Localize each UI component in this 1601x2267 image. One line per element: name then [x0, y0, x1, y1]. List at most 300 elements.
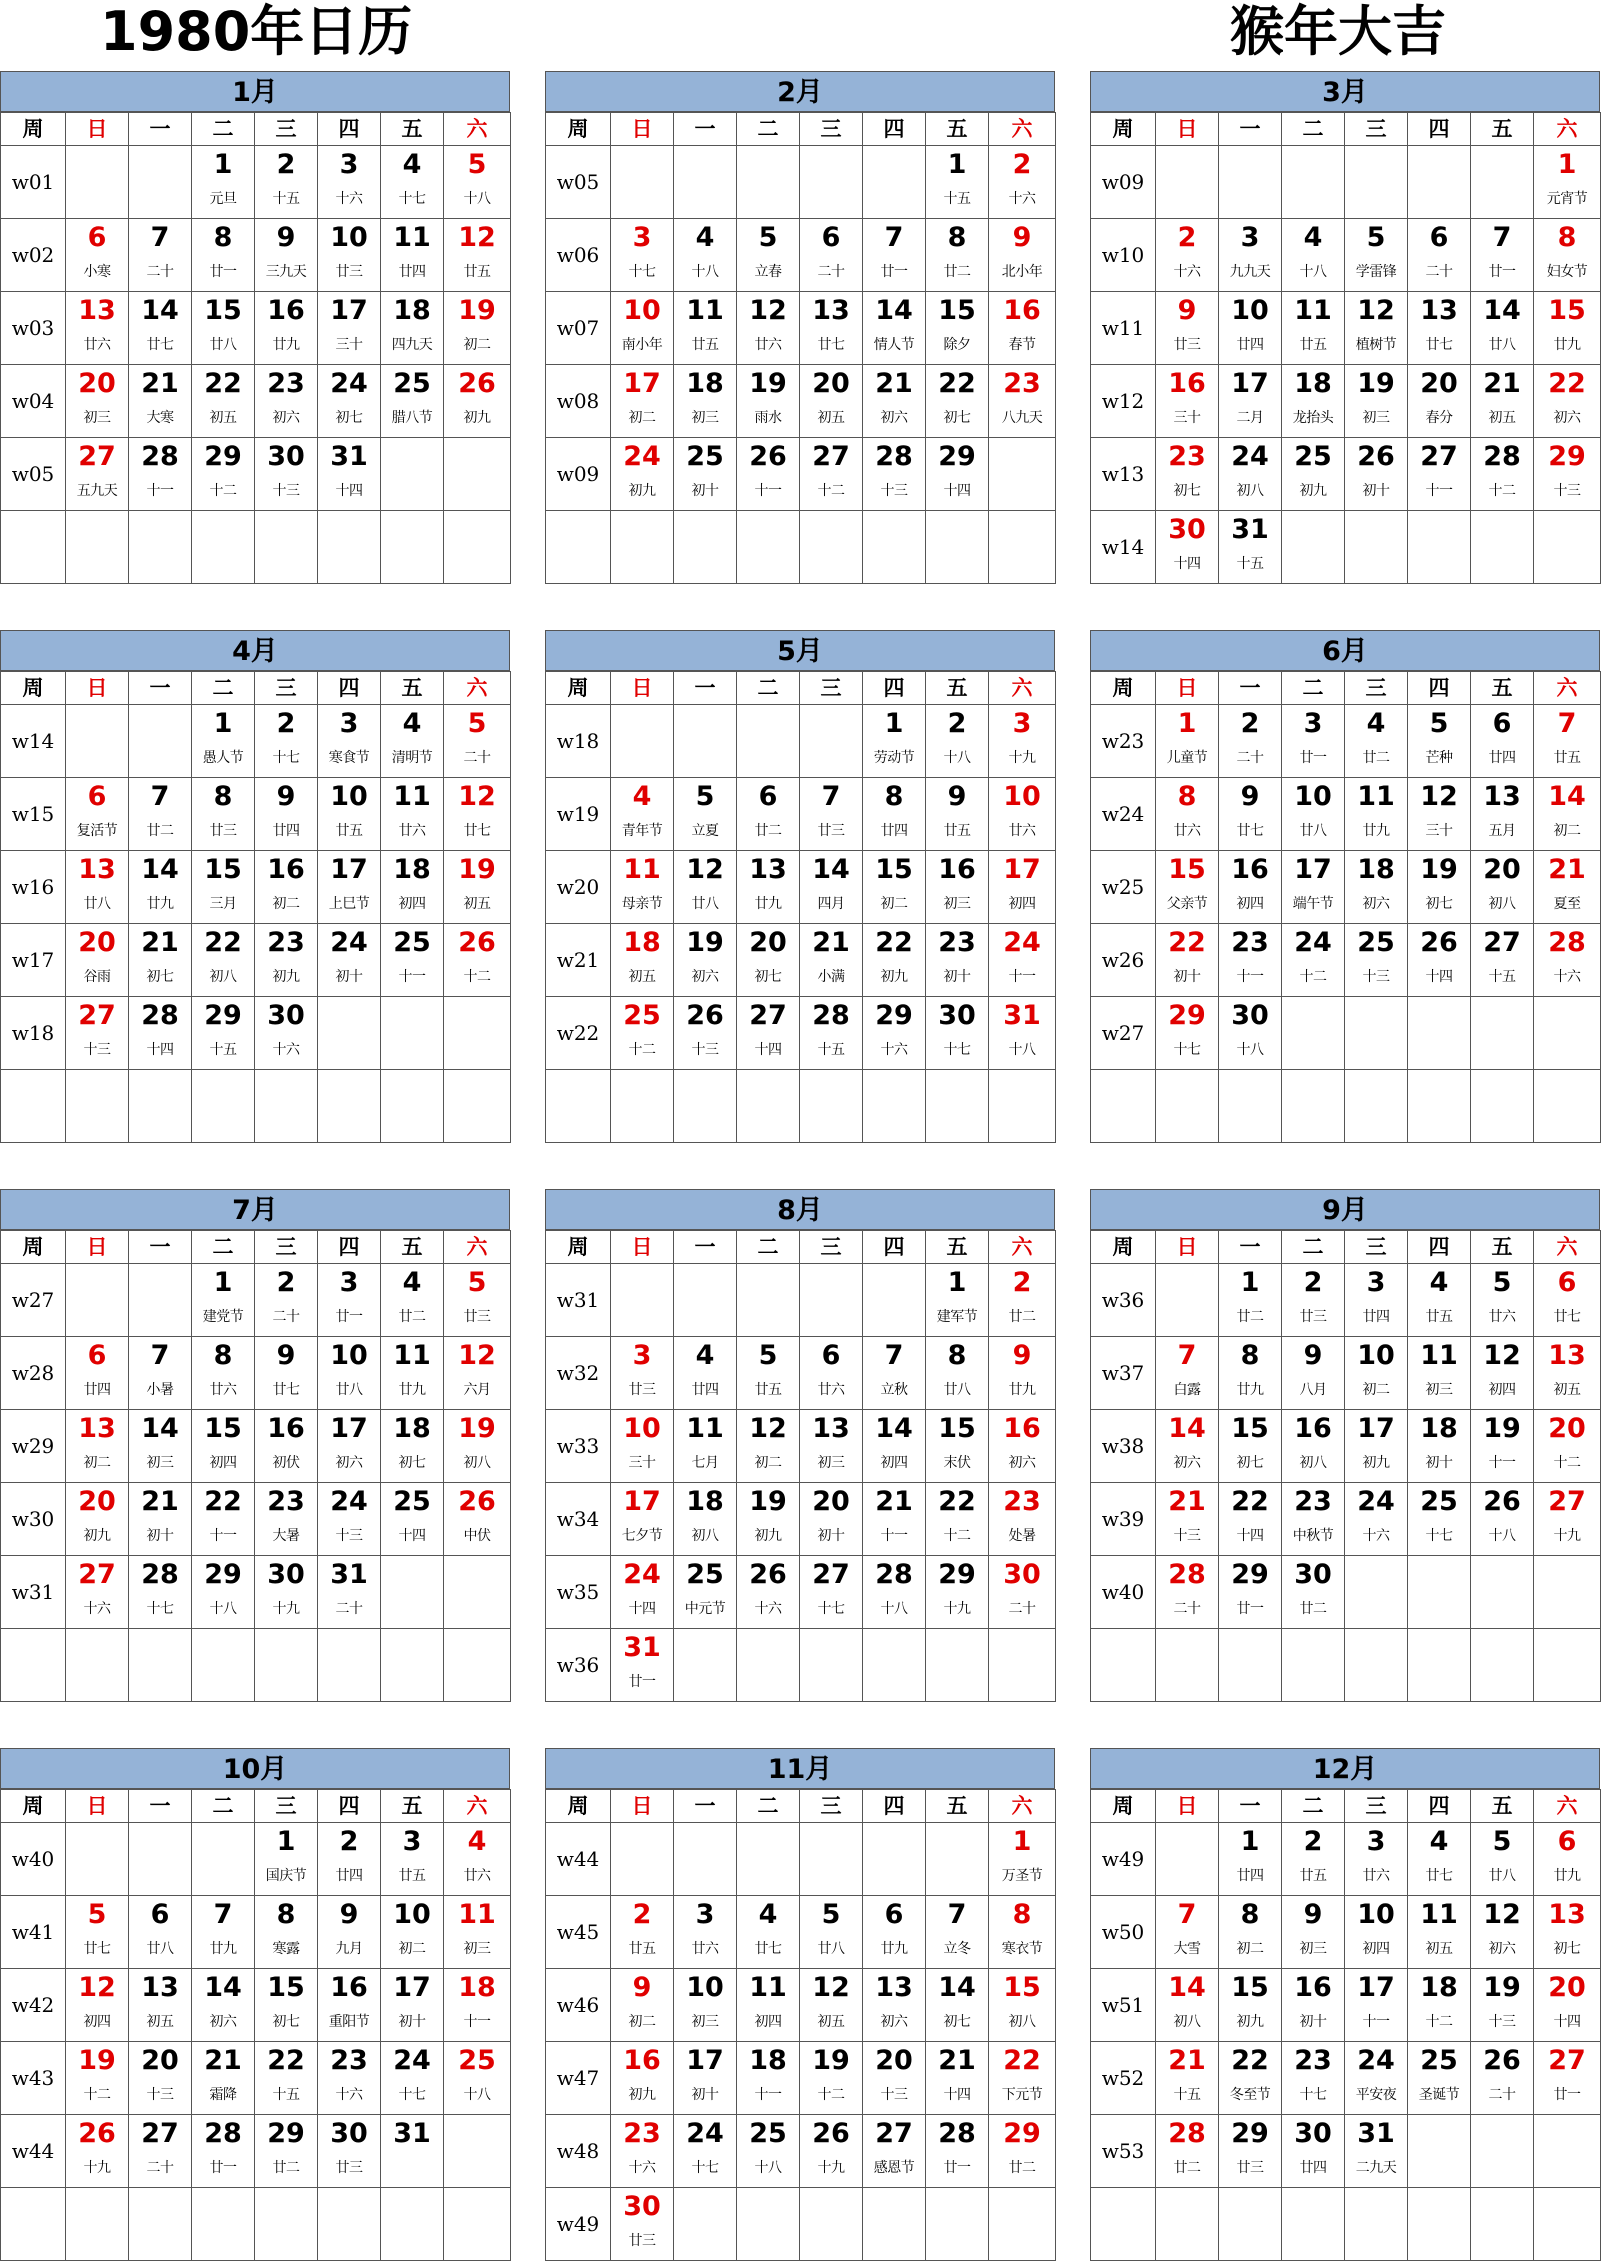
lunar-label: 十八: [463, 191, 491, 207]
day-number: 29: [938, 441, 976, 472]
lunar-label: 初七: [943, 410, 971, 426]
weekday-label: 一: [674, 1790, 737, 1823]
day-cell: [381, 2188, 444, 2261]
lunar-label: 廿八: [1488, 1868, 1516, 1884]
lunar-label: 廿二: [272, 2160, 300, 2176]
day-cell: [863, 146, 926, 219]
week-row: [1, 365, 511, 438]
lunar-label: 廿五: [1299, 337, 1327, 353]
lunar-label: 廿五: [691, 337, 719, 353]
day-number: 25: [393, 1486, 431, 1517]
week-number: w18: [1, 997, 66, 1070]
lunar-label: 十九: [943, 1601, 971, 1617]
lunar-label: 初十: [1362, 483, 1390, 499]
day-number: 5: [821, 1899, 841, 1930]
week-number: w42: [1, 1969, 66, 2042]
day-number: 12: [686, 854, 724, 885]
day-number: 18: [393, 295, 431, 326]
weekday-label: 日: [611, 672, 674, 705]
day-cell: [1282, 2042, 1345, 2115]
lunar-label: 感恩节: [873, 2160, 915, 2176]
day-cell: [255, 851, 318, 924]
day-cell: [1471, 1896, 1534, 1969]
day-number: 14: [141, 1413, 179, 1444]
day-number: 23: [1231, 927, 1269, 958]
month-block: [0, 630, 510, 1143]
day-number: 24: [1357, 2045, 1395, 2076]
day-number: 7: [1177, 1340, 1197, 1371]
weekday-header-row: [1, 113, 511, 146]
day-number: 5: [467, 708, 487, 739]
day-cell: [1345, 1070, 1408, 1143]
day-cell: [989, 1070, 1056, 1143]
week-number: w07: [546, 292, 611, 365]
day-number: 22: [1168, 927, 1206, 958]
day-cell: [192, 1896, 255, 1969]
weekday-label: 二: [192, 672, 255, 705]
week-number: w45: [546, 1896, 611, 1969]
day-cell: [611, 778, 674, 851]
lunar-label: 廿七: [272, 1382, 300, 1398]
day-cell: [1408, 219, 1471, 292]
day-cell: [1345, 438, 1408, 511]
day-cell: [129, 1896, 192, 1969]
lunar-label: 十六: [1173, 264, 1201, 280]
week-number: w18: [546, 705, 611, 778]
day-number: 22: [267, 2045, 305, 2076]
lunar-label: 廿五: [1299, 1868, 1327, 1884]
lunar-label: 廿六: [398, 823, 426, 839]
day-cell: [1471, 1629, 1534, 1702]
day-cell: [318, 1896, 381, 1969]
lunar-label: 廿六: [209, 1382, 237, 1398]
weekday-label: 一: [1219, 1231, 1282, 1264]
weekday-label: 一: [674, 672, 737, 705]
day-cell: [255, 2188, 318, 2261]
day-cell: [800, 438, 863, 511]
day-cell: [255, 1823, 318, 1896]
day-cell: [1534, 511, 1601, 584]
month-block: [0, 1189, 510, 1702]
day-cell: [1408, 1337, 1471, 1410]
lunar-label: 十四: [943, 483, 971, 499]
weekday-label: 周: [1, 113, 66, 146]
day-number: 31: [1231, 514, 1269, 545]
day-number: 25: [393, 368, 431, 399]
day-cell: [674, 2042, 737, 2115]
month-grid: [545, 1230, 1056, 1702]
day-number: 4: [402, 1267, 422, 1298]
day-cell: [926, 778, 989, 851]
day-cell: [1345, 1629, 1408, 1702]
day-number: 27: [78, 1000, 116, 1031]
lunar-label: 三月: [209, 896, 237, 912]
weekday-label: 周: [546, 113, 611, 146]
day-cell: [255, 1337, 318, 1410]
day-cell: [1345, 292, 1408, 365]
day-cell: [444, 438, 511, 511]
week-row: [1091, 705, 1601, 778]
day-number: 9: [276, 1340, 296, 1371]
day-cell: [444, 2188, 511, 2261]
lunar-label: 八月: [1299, 1382, 1327, 1398]
lunar-label: 廿一: [335, 1309, 363, 1325]
lunar-label: 初八: [1173, 2014, 1201, 2030]
weekday-label: 三: [255, 113, 318, 146]
day-cell: [800, 997, 863, 1070]
week-number: w27: [1091, 997, 1156, 1070]
day-number: 18: [686, 368, 724, 399]
day-number: 7: [884, 1340, 904, 1371]
day-cell: [1534, 146, 1601, 219]
day-number: 20: [141, 2045, 179, 2076]
day-cell: [318, 705, 381, 778]
day-cell: [66, 146, 129, 219]
day-cell: [863, 292, 926, 365]
day-number: 22: [1231, 1486, 1269, 1517]
day-number: 10: [1357, 1340, 1395, 1371]
day-number: 17: [1357, 1413, 1395, 1444]
lunar-label: 廿八: [817, 1941, 845, 1957]
day-cell: [1282, 1264, 1345, 1337]
day-cell: [318, 1629, 381, 1702]
week-number: w09: [546, 438, 611, 511]
weekday-label: 日: [1156, 1231, 1219, 1264]
day-number: 29: [938, 1559, 976, 1590]
day-cell: [1534, 1410, 1601, 1483]
day-cell: [129, 292, 192, 365]
day-number: 7: [1177, 1899, 1197, 1930]
day-cell: [255, 778, 318, 851]
day-cell: [129, 2115, 192, 2188]
day-cell: [129, 778, 192, 851]
day-cell: [318, 292, 381, 365]
day-cell: [989, 2115, 1056, 2188]
day-number: 23: [1294, 2045, 1332, 2076]
day-number: 7: [947, 1899, 967, 1930]
day-number: 3: [1012, 708, 1032, 739]
day-cell: [1219, 924, 1282, 997]
week-row: [1, 2115, 511, 2188]
lunar-label: 十七: [146, 1601, 174, 1617]
day-cell: [1534, 924, 1601, 997]
week-row: [1091, 1823, 1601, 1896]
weekday-label: 四: [863, 1231, 926, 1264]
day-cell: [255, 1896, 318, 1969]
week-row: [546, 1070, 1056, 1143]
lunar-label: 廿一: [628, 1674, 656, 1690]
week-row: [546, 1629, 1056, 1702]
day-cell: [737, 1823, 800, 1896]
day-cell: [318, 2188, 381, 2261]
week-row: [1, 705, 511, 778]
day-cell: [1219, 146, 1282, 219]
week-row: [546, 1823, 1056, 1896]
day-cell: [674, 1896, 737, 1969]
day-number: 3: [1303, 708, 1323, 739]
day-cell: [1471, 705, 1534, 778]
week-row: [1, 292, 511, 365]
lunar-label: 初六: [880, 2014, 908, 2030]
day-number: 30: [1294, 1559, 1332, 1590]
day-cell: [381, 1556, 444, 1629]
lunar-label: 清明节: [391, 750, 433, 766]
week-number: w20: [546, 851, 611, 924]
day-number: 23: [938, 927, 976, 958]
lunar-label: 冬至节: [1229, 2087, 1271, 2103]
lunar-label: 二九天: [1355, 2160, 1397, 2176]
lunar-label: 廿八: [209, 337, 237, 353]
day-number: 14: [938, 1972, 976, 2003]
day-cell: [1345, 778, 1408, 851]
day-cell: [1534, 1337, 1601, 1410]
day-cell: [1345, 1823, 1408, 1896]
day-cell: [1282, 292, 1345, 365]
day-cell: [863, 705, 926, 778]
day-cell: [800, 1629, 863, 1702]
day-number: 27: [812, 1559, 850, 1590]
day-number: 29: [1168, 1000, 1206, 1031]
day-cell: [192, 2115, 255, 2188]
weekday-label: 三: [255, 672, 318, 705]
day-cell: [381, 1483, 444, 1556]
day-number: 10: [1003, 781, 1041, 812]
day-number: 23: [1003, 368, 1041, 399]
lunar-label: 植树节: [1355, 337, 1397, 353]
day-number: 15: [938, 1413, 976, 1444]
lunar-label: 廿一: [209, 264, 237, 280]
day-cell: [674, 511, 737, 584]
day-cell: [989, 1410, 1056, 1483]
weekday-label: 五: [1471, 1790, 1534, 1823]
lunar-label: 廿七: [754, 1941, 782, 1957]
lunar-label: 十四: [1173, 556, 1201, 572]
day-cell: [129, 2188, 192, 2261]
lunar-label: 廿二: [1008, 2160, 1036, 2176]
day-number: 10: [330, 781, 368, 812]
day-number: 13: [1548, 1340, 1586, 1371]
lunar-label: 二十: [1173, 1601, 1201, 1617]
day-cell: [863, 2042, 926, 2115]
day-cell: [381, 1337, 444, 1410]
week-row: [1, 146, 511, 219]
day-cell: [1471, 778, 1534, 851]
day-number: 15: [1168, 854, 1206, 885]
lunar-label: 初十: [398, 2014, 426, 2030]
day-cell: [192, 1264, 255, 1337]
day-number: 2: [276, 1267, 296, 1298]
lunar-label: 十五: [272, 191, 300, 207]
day-cell: [926, 1896, 989, 1969]
day-number: 2: [276, 708, 296, 739]
day-number: 14: [812, 854, 850, 885]
day-number: 8: [947, 222, 967, 253]
day-cell: [737, 1337, 800, 1410]
day-number: 6: [87, 222, 107, 253]
day-cell: [1408, 1556, 1471, 1629]
lunar-label: 平安夜: [1355, 2087, 1397, 2103]
day-number: 3: [339, 708, 359, 739]
week-row: [1091, 1969, 1601, 2042]
lunar-label: 十三: [335, 1528, 363, 1544]
day-cell: [1282, 1969, 1345, 2042]
day-cell: [1282, 219, 1345, 292]
day-cell: [318, 924, 381, 997]
weekday-label: 六: [444, 672, 511, 705]
day-cell: [611, 924, 674, 997]
day-number: 26: [458, 927, 496, 958]
day-number: 5: [1492, 1826, 1512, 1857]
weekday-label: 六: [1534, 672, 1601, 705]
day-cell: [1219, 1337, 1282, 1410]
lunar-label: 廿二: [943, 264, 971, 280]
day-cell: [255, 1070, 318, 1143]
lunar-label: 十一: [146, 483, 174, 499]
day-cell: [129, 1823, 192, 1896]
weekday-label: 四: [863, 672, 926, 705]
day-number: 3: [402, 1826, 422, 1857]
week-row: [546, 219, 1056, 292]
day-cell: [1156, 219, 1219, 292]
day-cell: [611, 1629, 674, 1702]
lunar-label: 十四: [628, 1601, 656, 1617]
lunar-label: 十三: [880, 483, 908, 499]
day-cell: [318, 997, 381, 1070]
month-header: 9月: [1090, 1189, 1600, 1230]
day-number: 27: [875, 2118, 913, 2149]
week-number: w19: [546, 778, 611, 851]
day-number: 13: [78, 854, 116, 885]
day-number: 21: [875, 368, 913, 399]
lunar-label: 青年节: [621, 823, 663, 839]
day-cell: [1408, 1896, 1471, 1969]
lunar-label: 廿六: [817, 1382, 845, 1398]
day-cell: [1345, 2115, 1408, 2188]
lunar-label: 初四: [754, 2014, 782, 2030]
day-cell: [674, 1410, 737, 1483]
day-number: 2: [1303, 1826, 1323, 1857]
lunar-label: 立冬: [943, 1941, 971, 1957]
lunar-label: 十五: [1488, 969, 1516, 985]
day-number: 13: [812, 295, 850, 326]
lunar-label: 端午节: [1292, 896, 1334, 912]
lunar-label: 廿四: [272, 823, 300, 839]
day-cell: [674, 2115, 737, 2188]
lunar-label: 初六: [335, 1455, 363, 1471]
day-number: 18: [458, 1972, 496, 2003]
day-number: 21: [875, 1486, 913, 1517]
day-cell: [989, 219, 1056, 292]
day-cell: [863, 1896, 926, 1969]
day-cell: [1219, 365, 1282, 438]
day-cell: [800, 511, 863, 584]
day-number: 2: [1012, 1267, 1032, 1298]
day-cell: [1534, 292, 1601, 365]
day-number: 5: [467, 1267, 487, 1298]
month-header: 5月: [545, 630, 1055, 671]
page-subtitle: 猴年大吉: [1230, 0, 1446, 63]
day-number: 8: [1557, 222, 1577, 253]
day-cell: [1534, 1629, 1601, 1702]
lunar-label: 十五: [943, 191, 971, 207]
day-cell: [444, 997, 511, 1070]
lunar-label: 初二: [1362, 1382, 1390, 1398]
day-number: 26: [749, 1559, 787, 1590]
day-number: 8: [947, 1340, 967, 1371]
lunar-label: 初九: [463, 410, 491, 426]
day-cell: [318, 511, 381, 584]
week-number: w41: [1, 1896, 66, 1969]
day-number: 21: [204, 2045, 242, 2076]
day-number: 8: [276, 1899, 296, 1930]
day-number: 23: [1294, 1486, 1332, 1517]
lunar-label: 初十: [817, 1528, 845, 1544]
lunar-label: 十八: [1236, 1042, 1264, 1058]
week-number: w05: [546, 146, 611, 219]
lunar-label: 劳动节: [873, 750, 915, 766]
weekday-label: 六: [989, 672, 1056, 705]
lunar-label: 廿一: [1299, 750, 1327, 766]
day-number: 12: [749, 1413, 787, 1444]
day-cell: [1534, 778, 1601, 851]
lunar-label: 十九: [272, 1601, 300, 1617]
day-cell: [1156, 1337, 1219, 1410]
lunar-label: 二十: [1008, 1601, 1036, 1617]
day-number: 8: [1240, 1899, 1260, 1930]
weekday-label: 五: [381, 672, 444, 705]
day-number: 19: [812, 2045, 850, 2076]
lunar-label: 廿三: [628, 1382, 656, 1398]
day-number: 11: [393, 1340, 431, 1371]
day-number: 25: [458, 2045, 496, 2076]
day-number: 6: [758, 781, 778, 812]
week-row: [1, 2188, 511, 2261]
day-cell: [192, 1969, 255, 2042]
day-number: 6: [1492, 708, 1512, 739]
day-cell: [737, 851, 800, 924]
day-number: 20: [875, 2045, 913, 2076]
day-number: 16: [1003, 1413, 1041, 1444]
lunar-label: 十六: [335, 191, 363, 207]
day-cell: [66, 2188, 129, 2261]
day-cell: [192, 219, 255, 292]
day-cell: [863, 924, 926, 997]
week-row: [1091, 511, 1601, 584]
lunar-label: 二十: [146, 264, 174, 280]
day-cell: [800, 1264, 863, 1337]
lunar-label: 廿七: [83, 1941, 111, 1957]
day-number: 31: [623, 1632, 661, 1663]
day-number: 6: [87, 781, 107, 812]
lunar-label: 十三: [880, 2087, 908, 2103]
day-number: 12: [458, 1340, 496, 1371]
day-number: 1: [1012, 1826, 1032, 1857]
day-number: 19: [1357, 368, 1395, 399]
day-cell: [255, 1556, 318, 1629]
day-cell: [192, 1556, 255, 1629]
day-number: 1: [1240, 1267, 1260, 1298]
day-cell: [800, 1896, 863, 1969]
day-cell: [800, 1556, 863, 1629]
lunar-label: 初五: [817, 410, 845, 426]
day-number: 10: [393, 1899, 431, 1930]
day-cell: [318, 1337, 381, 1410]
lunar-label: 母亲节: [621, 896, 663, 912]
day-cell: [674, 219, 737, 292]
day-number: 7: [1492, 222, 1512, 253]
day-cell: [1282, 851, 1345, 924]
day-number: 19: [749, 1486, 787, 1517]
